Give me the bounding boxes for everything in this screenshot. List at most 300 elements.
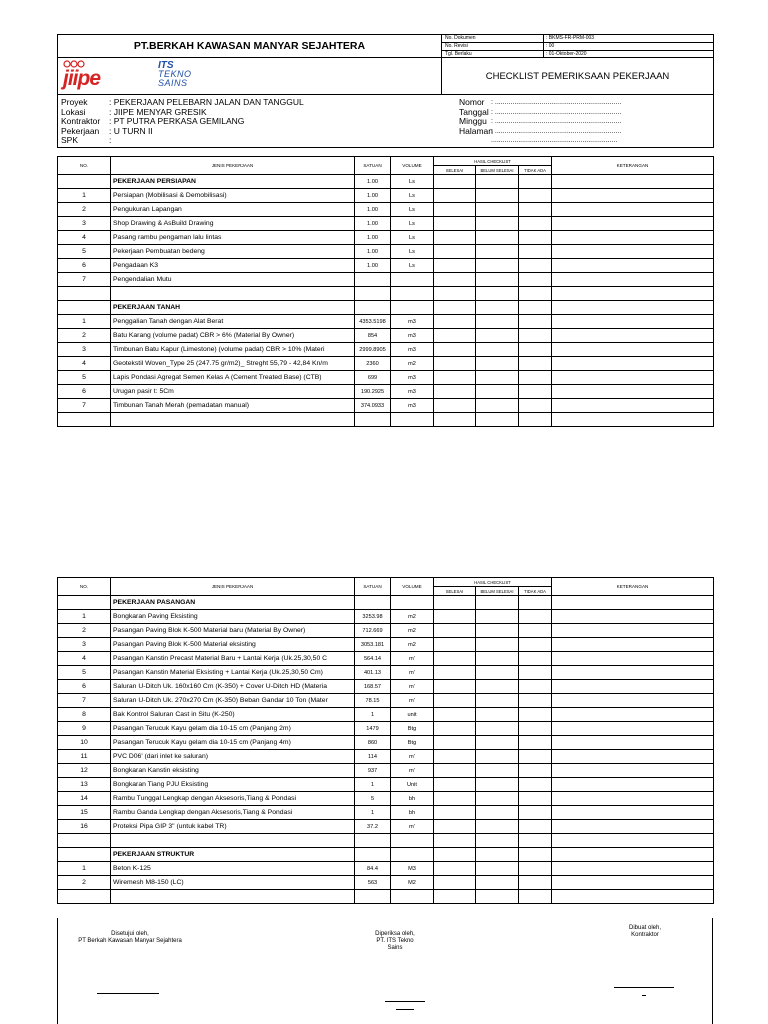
satuan-cell: 4353.5198 (355, 315, 391, 329)
row-number: 13 (58, 778, 111, 792)
table-row (58, 259, 714, 273)
row-number: 2 (58, 624, 111, 638)
keterangan-cell (552, 610, 714, 624)
volume-cell: m2 (391, 610, 434, 624)
col-header-selesai: SELESAI (434, 166, 476, 175)
satuan-cell: 168.57 (355, 680, 391, 694)
satuan-cell: 1.00 (355, 175, 391, 189)
selesai-cell (434, 834, 476, 848)
work-item: Batu Karang (volume padat) CBR > 6% (Material By Owner) (111, 329, 355, 343)
tidak-ada-cell (519, 764, 552, 778)
keterangan-cell (552, 876, 714, 890)
keterangan-cell (552, 189, 714, 203)
selesai-cell (434, 736, 476, 750)
selesai-cell (434, 245, 476, 259)
logo-area (58, 58, 442, 94)
project-label: Pekerjaan (61, 125, 100, 136)
belum-selesai-cell (476, 666, 519, 680)
volume-cell (391, 301, 434, 315)
belum-selesai-cell (476, 203, 519, 217)
work-item: Penggalian Tanah dengan Alat Berat (111, 315, 355, 329)
volume-cell: m' (391, 652, 434, 666)
selesai-cell (434, 666, 476, 680)
col-header-no: NO. (58, 157, 111, 175)
project-value: : (109, 135, 112, 145)
selesai-cell (434, 694, 476, 708)
belum-selesai-cell (476, 259, 519, 273)
satuan-cell (355, 834, 391, 848)
volume-cell: m3 (391, 329, 434, 343)
jiipe-logo-text: jiipe (63, 67, 101, 90)
section-row (58, 848, 714, 862)
table-row (58, 343, 714, 357)
tidak-ada-cell (519, 708, 552, 722)
row-number: 1 (58, 315, 111, 329)
belum-selesai-cell (476, 848, 519, 862)
tidak-ada-cell (519, 385, 552, 399)
belum-selesai-cell (476, 890, 519, 904)
keterangan-cell (552, 273, 714, 287)
signature-frame-right (712, 918, 713, 1024)
signature-frame-left (57, 918, 58, 1024)
keterangan-cell (552, 750, 714, 764)
tidak-ada-cell (519, 245, 552, 259)
meta-label: Halaman (459, 125, 494, 136)
work-item: Pasangan Paving Blok K-500 Material baru (Material By Owner) (111, 624, 355, 638)
work-item: Pasangan Terucuk Kayu gelam dia 10-15 cm (Panjang 4m) (111, 736, 355, 750)
row-number: 12 (58, 764, 111, 778)
tidak-ada-cell (519, 638, 552, 652)
satuan-cell (355, 273, 391, 287)
belum-selesai-cell (476, 876, 519, 890)
signature-made-org: Kontraktor (631, 932, 659, 938)
keterangan-cell (552, 413, 714, 427)
satuan-cell: 84.4 (355, 862, 391, 876)
table-row (58, 862, 714, 876)
signature-approved-label: Disetujui oleh, (111, 931, 149, 937)
table-2-body (58, 596, 714, 904)
col-header-tidak-ada: TIDAK ADA (519, 587, 552, 596)
keterangan-cell (552, 624, 714, 638)
volume-cell: m' (391, 680, 434, 694)
selesai-cell (434, 764, 476, 778)
belum-selesai-cell (476, 217, 519, 231)
project-value: : PEKERJAAN PELEBARN JALAN DAN TANGGUL (109, 97, 304, 107)
row-number: 1 (58, 189, 111, 203)
selesai-cell (434, 638, 476, 652)
tidak-ada-cell (519, 413, 552, 427)
keterangan-cell (552, 259, 714, 273)
row-number: 1 (58, 610, 111, 624)
row-number: 7 (58, 273, 111, 287)
work-item: Bongkaran Tiang PJU Eksisting (111, 778, 355, 792)
tidak-ada-cell (519, 750, 552, 764)
signature-made (600, 925, 690, 939)
tidak-ada-cell (519, 778, 552, 792)
volume-cell: Ls (391, 217, 434, 231)
work-item: Proteksi Pipa GIP 3" (untuk kabel TR) (111, 820, 355, 834)
doc-info-label: No. Revisi (442, 43, 544, 50)
keterangan-cell (552, 217, 714, 231)
table-row (58, 750, 714, 764)
selesai-cell (434, 862, 476, 876)
col-header-keterangan: KETERANGAN (552, 578, 714, 596)
table-row (58, 708, 714, 722)
row-number: 3 (58, 343, 111, 357)
selesai-cell (434, 357, 476, 371)
tidak-ada-cell (519, 343, 552, 357)
work-item (111, 834, 355, 848)
row-number (58, 301, 111, 315)
project-value: : JIIPE MENYAR GRESIK (109, 106, 207, 117)
volume-cell: M2 (391, 876, 434, 890)
keterangan-cell (552, 638, 714, 652)
row-number: 5 (58, 371, 111, 385)
satuan-cell (355, 890, 391, 904)
satuan-cell: 854 (355, 329, 391, 343)
work-item: Saluran U-Ditch Uk. 160x160 Cm (K-350) + Cover U-Ditch HD (Materia (111, 680, 355, 694)
satuan-cell: 1.00 (355, 189, 391, 203)
work-item: Timbunan Tanah Merah (pemadatan manual) (111, 399, 355, 413)
document-header (57, 34, 714, 148)
belum-selesai-cell (476, 834, 519, 848)
table-row (58, 357, 714, 371)
satuan-cell (355, 413, 391, 427)
tidak-ada-cell (519, 876, 552, 890)
row-number (58, 596, 111, 610)
volume-cell: M3 (391, 862, 434, 876)
selesai-cell (434, 385, 476, 399)
meta-value: : ................................................................. (491, 108, 622, 116)
row-number: 1 (58, 862, 111, 876)
keterangan-cell (552, 736, 714, 750)
work-item: Pekerjaan Pembuatan bedeng (111, 245, 355, 259)
satuan-cell: 699 (355, 371, 391, 385)
row-number (58, 413, 111, 427)
belum-selesai-cell (476, 638, 519, 652)
satuan-cell: 190.2925 (355, 385, 391, 399)
keterangan-cell (552, 834, 714, 848)
row-number: 6 (58, 385, 111, 399)
table-row (58, 792, 714, 806)
tidak-ada-cell (519, 329, 552, 343)
volume-cell: m' (391, 820, 434, 834)
section-title: PEKERJAAN PASANGAN (111, 596, 355, 610)
work-item: Wiremesh M8-150 (LC) (111, 876, 355, 890)
belum-selesai-cell (476, 413, 519, 427)
belum-selesai-cell (476, 287, 519, 301)
selesai-cell (434, 722, 476, 736)
belum-selesai-cell (476, 273, 519, 287)
col-header-belum-selesai: BELUM SELESAI (476, 587, 519, 596)
selesai-cell (434, 315, 476, 329)
satuan-cell: 1.00 (355, 231, 391, 245)
keterangan-cell (552, 231, 714, 245)
keterangan-cell (552, 652, 714, 666)
meta-value: : ................................................................. (491, 118, 622, 125)
work-item: Pasangan Terucuk Kayu gelam dia 10-15 cm (Panjang 2m) (111, 722, 355, 736)
selesai-cell (434, 301, 476, 315)
tidak-ada-cell (519, 231, 552, 245)
its-logo-line: SAINS (158, 78, 188, 88)
table-row (58, 610, 714, 624)
selesai-cell (434, 792, 476, 806)
selesai-cell (434, 287, 476, 301)
belum-selesai-cell (476, 329, 519, 343)
col-header-belum-selesai: BELUM SELESAI (476, 166, 519, 175)
tidak-ada-cell (519, 259, 552, 273)
volume-cell (391, 273, 434, 287)
row-number: 8 (58, 708, 111, 722)
col-header-satuan: SATUAN (355, 578, 391, 596)
row-number: 6 (58, 259, 111, 273)
keterangan-cell (552, 680, 714, 694)
volume-cell: Ls (391, 245, 434, 259)
col-header-volume: VOLUME (391, 578, 434, 596)
table-row (58, 385, 714, 399)
tidak-ada-cell (519, 315, 552, 329)
satuan-cell: 401.13 (355, 666, 391, 680)
document-info (442, 35, 713, 57)
signature-made-dash (642, 995, 646, 996)
belum-selesai-cell (476, 820, 519, 834)
table-row (58, 399, 714, 413)
keterangan-cell (552, 175, 714, 189)
selesai-cell (434, 876, 476, 890)
keterangan-cell (552, 343, 714, 357)
project-value: : PT PUTRA PERKASA GEMILANG (109, 116, 245, 126)
signature-checked-org: PT. ITS Tekno (376, 938, 414, 944)
company-name: PT.BERKAH KAWASAN MANYAR SEJAHTERA (58, 35, 442, 57)
belum-selesai-cell (476, 175, 519, 189)
tidak-ada-cell (519, 371, 552, 385)
signature-made-line (614, 987, 674, 988)
work-item: Geotekstil Woven_Type 25 (247.75 gr/m2)_ Streght 55,79 - 42,84 Kn/m (111, 357, 355, 371)
table-row (58, 694, 714, 708)
satuan-cell: 2999.8905 (355, 343, 391, 357)
work-item: Lapis Pondasi Agregat Semen Kelas A (Cement Treated Base) (CTB) (111, 371, 355, 385)
satuan-cell: 37.2 (355, 820, 391, 834)
work-item (111, 287, 355, 301)
project-label: SPK (61, 135, 79, 145)
work-item: Bongkaran Paving Eksisting (111, 610, 355, 624)
selesai-cell (434, 189, 476, 203)
row-number: 14 (58, 792, 111, 806)
project-label: Kontraktor (61, 116, 101, 126)
col-header-tidak-ada: TIDAK ADA (519, 166, 552, 175)
keterangan-cell (552, 315, 714, 329)
satuan-cell: 1 (355, 778, 391, 792)
tidak-ada-cell (519, 624, 552, 638)
tidak-ada-cell (519, 217, 552, 231)
col-header-volume: VOLUME (391, 157, 434, 175)
selesai-cell (434, 203, 476, 217)
doc-info-value: : 00 (546, 43, 555, 49)
table-row (58, 638, 714, 652)
belum-selesai-cell (476, 385, 519, 399)
table-row (58, 778, 714, 792)
its-logo-line: TEKNO (158, 69, 192, 79)
belum-selesai-cell (476, 652, 519, 666)
signature-checked-org: Sains (387, 945, 403, 951)
document-meta (459, 98, 621, 146)
meta-label: Minggu (459, 116, 487, 126)
belum-selesai-cell (476, 862, 519, 876)
volume-cell: m3 (391, 399, 434, 413)
row-number (58, 287, 111, 301)
work-item: Bak Kontrol Saluran Cast in Situ (K-250) (111, 708, 355, 722)
tidak-ada-cell (519, 175, 552, 189)
work-item (111, 890, 355, 904)
table-row (58, 806, 714, 820)
table-row (58, 834, 714, 848)
keterangan-cell (552, 848, 714, 862)
checklist-table-2 (57, 577, 714, 904)
selesai-cell (434, 624, 476, 638)
satuan-cell: 1.00 (355, 217, 391, 231)
work-item: Pasangan Kanstin Precast Material Baru + Lantai Kerja (Uk.25,30,50 C (111, 652, 355, 666)
selesai-cell (434, 413, 476, 427)
satuan-cell: 374.0933 (355, 399, 391, 413)
keterangan-cell (552, 806, 714, 820)
tidak-ada-cell (519, 722, 552, 736)
belum-selesai-cell (476, 694, 519, 708)
keterangan-cell (552, 708, 714, 722)
table-row (58, 876, 714, 890)
satuan-cell: 937 (355, 764, 391, 778)
keterangan-cell (552, 371, 714, 385)
work-item: Pengadaan K3 (111, 259, 355, 273)
tidak-ada-cell (519, 862, 552, 876)
its-tekno-sains-logo (158, 61, 208, 91)
section-row (58, 175, 714, 189)
its-logo-line: ITS (158, 60, 174, 71)
row-number: 11 (58, 750, 111, 764)
keterangan-cell (552, 820, 714, 834)
checklist-title: CHECKLIST PEMERIKSAAN PEKERJAAN (485, 70, 670, 82)
checklist-table-1 (57, 156, 714, 427)
section-row (58, 301, 714, 315)
selesai-cell (434, 750, 476, 764)
keterangan-cell (552, 287, 714, 301)
satuan-cell: 2360 (355, 357, 391, 371)
volume-cell: m3 (391, 385, 434, 399)
keterangan-cell (552, 694, 714, 708)
signature-checked-line (385, 1001, 425, 1002)
table-row (58, 371, 714, 385)
volume-cell (391, 287, 434, 301)
row-number: 2 (58, 329, 111, 343)
belum-selesai-cell (476, 764, 519, 778)
tidak-ada-cell (519, 357, 552, 371)
row-number: 2 (58, 876, 111, 890)
project-label: Lokasi (61, 106, 86, 117)
row-number: 16 (58, 820, 111, 834)
selesai-cell (434, 806, 476, 820)
jiipe-logo (63, 60, 123, 90)
tidak-ada-cell (519, 820, 552, 834)
satuan-cell: 1 (355, 806, 391, 820)
belum-selesai-cell (476, 722, 519, 736)
belum-selesai-cell (476, 624, 519, 638)
keterangan-cell (552, 385, 714, 399)
doc-info-label: Tgl. Berlaku (442, 51, 544, 58)
row-number: 3 (58, 217, 111, 231)
work-item: PVC D06' (dari inlet ke saluran) (111, 750, 355, 764)
project-value: : U TURN II (109, 125, 153, 136)
volume-cell: Btg (391, 722, 434, 736)
table-row (58, 652, 714, 666)
volume-cell (391, 848, 434, 862)
volume-cell: m3 (391, 371, 434, 385)
keterangan-cell (552, 722, 714, 736)
satuan-cell (355, 287, 391, 301)
satuan-cell: 563 (355, 876, 391, 890)
satuan-cell: 114 (355, 750, 391, 764)
table-row (58, 203, 714, 217)
volume-cell: m3 (391, 343, 434, 357)
selesai-cell (434, 778, 476, 792)
selesai-cell (434, 231, 476, 245)
tidak-ada-cell (519, 189, 552, 203)
tidak-ada-cell (519, 652, 552, 666)
volume-cell: m2 (391, 357, 434, 371)
selesai-cell (434, 399, 476, 413)
keterangan-cell (552, 666, 714, 680)
work-item: Rambu Tunggal Lengkap dengan Aksesoris,Tiang & Pondasi (111, 792, 355, 806)
table-row (58, 189, 714, 203)
row-number: 3 (58, 638, 111, 652)
volume-cell: m' (391, 750, 434, 764)
belum-selesai-cell (476, 680, 519, 694)
meta-label (459, 136, 491, 146)
signature-made-label: Dibuat oleh, (628, 925, 662, 931)
satuan-cell: 1 (355, 708, 391, 722)
satuan-cell: 3053.181 (355, 638, 391, 652)
table-row (58, 245, 714, 259)
volume-cell: m' (391, 764, 434, 778)
keterangan-cell (552, 301, 714, 315)
meta-value: : ................................................................. (491, 127, 622, 135)
col-header-jenis: JENIS PEKERJAAN (111, 157, 355, 175)
volume-cell: Ls (391, 189, 434, 203)
satuan-cell (355, 596, 391, 610)
meta-label: Nomor (459, 97, 485, 107)
col-header-no: NO. (58, 578, 111, 596)
volume-cell: bh (391, 792, 434, 806)
doc-info-value: : BKMS-FR-PRM-003 (546, 35, 595, 41)
satuan-cell: 1.00 (355, 259, 391, 273)
col-header-satuan: SATUAN (355, 157, 391, 175)
satuan-cell: 78.15 (355, 694, 391, 708)
belum-selesai-cell (476, 778, 519, 792)
selesai-cell (434, 371, 476, 385)
row-number: 4 (58, 652, 111, 666)
tidak-ada-cell (519, 736, 552, 750)
doc-info-label: No. Dokumen (442, 35, 544, 42)
selesai-cell (434, 890, 476, 904)
table-row (58, 890, 714, 904)
volume-cell: Unit (391, 778, 434, 792)
row-number: 15 (58, 806, 111, 820)
meta-value: : ................................................................. (491, 99, 622, 106)
table-row (58, 413, 714, 427)
work-item: Rambu Ganda Lengkap dengan Aksesoris,Tiang & Pondasi (111, 806, 355, 820)
row-number: 9 (58, 722, 111, 736)
selesai-cell (434, 680, 476, 694)
work-item: Urugan pasir t: 5Cm (111, 385, 355, 399)
volume-cell: m2 (391, 624, 434, 638)
